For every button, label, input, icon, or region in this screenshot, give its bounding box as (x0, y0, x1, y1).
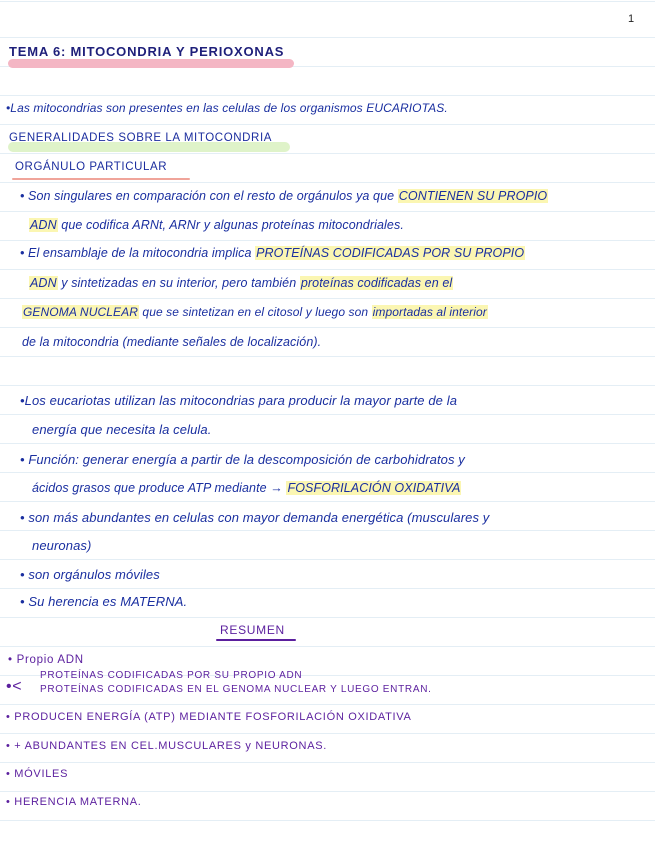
text: que codifica ARNt, ARNr y algunas proteínas mitocondriales. (57, 218, 404, 232)
paragraph-3-line-2: energía que necesita la celula. (32, 422, 212, 437)
highlighted-text: GENOMA NUCLEAR (23, 305, 138, 319)
summary-item-1: • Propio ADN (8, 654, 84, 666)
highlighted-text: PROTEÍNAS CODIFICADAS POR SU PROPIO (256, 246, 525, 260)
page-number: 1 (628, 13, 635, 25)
paragraph-1-line-1 (20, 189, 548, 203)
paragraph-2-line-3 (22, 305, 488, 319)
highlighted-text: FOSFORILACIÓN OXIDATIVA (287, 481, 461, 495)
section-heading-generalidades: GENERALIDADES SOBRE LA MITOCONDRIA (9, 132, 273, 144)
paragraph-4-line-1: • Función: generar energía a partir de la descomposición de carbohidratos y (20, 452, 465, 467)
highlighted-text: ADN (30, 276, 57, 290)
title-highlight (8, 59, 294, 68)
paragraph-3-line-1: •Los eucariotas utilizan las mitocondrias para producir la mayor parte de la (20, 393, 458, 408)
text: ácidos grasos que produce ATP mediante → (32, 481, 287, 495)
paragraph-7: • Su herencia es MATERNA. (20, 594, 188, 609)
text: • Son singulares en comparación con el resto de orgánulos ya que (20, 189, 398, 203)
page-title: TEMA 6: MITOCONDRIA Y PERIOXONAS (9, 44, 285, 59)
summary-item-2a: PROTEÍNAS CODIFICADAS POR SU PROPIO ADN (40, 670, 303, 681)
text: que se sintetizan en el citosol y luego son (138, 305, 372, 319)
paragraph-6: • son orgánulos móviles (20, 567, 160, 582)
summary-item-5: • MÓVILES (6, 768, 69, 780)
summary-item-2b: PROTEÍNAS CODIFICADAS EN EL GENOMA NUCLEAR Y LUEGO ENTRAN. (40, 684, 432, 695)
paragraph-4-line-2 (32, 481, 461, 495)
paragraph-2-line-1 (20, 246, 525, 260)
highlighted-text: proteínas codificadas en el (300, 276, 453, 290)
paragraph-2-line-2 (29, 276, 453, 290)
heading-underline (12, 178, 190, 180)
summary-brace: •< (6, 678, 23, 695)
summary-heading: RESUMEN (220, 623, 285, 637)
highlighted-text: importadas al interior (372, 305, 487, 319)
highlighted-text: CONTIENEN SU PROPIO (398, 189, 548, 203)
text: • El ensamblaje de la mitocondria implica (20, 246, 256, 260)
intro-text: •Las mitocondrias son presentes en las celulas de los organismos EUCARIOTAS. (6, 101, 448, 115)
summary-underline (216, 639, 296, 641)
paragraph-2-line-4: de la mitocondria (mediante señales de localización). (22, 335, 322, 349)
paragraph-5-line-2: neuronas) (32, 538, 92, 553)
highlighted-text: ADN (30, 218, 57, 232)
summary-item-3: • PRODUCEN ENERGÍA (ATP) MEDIANTE FOSFORILACIÓN OXIDATIVA (6, 711, 412, 723)
paragraph-1-line-2 (29, 218, 404, 232)
text: y sintetizadas en su interior, pero también (57, 276, 300, 290)
section-heading-organulo: ORGÁNULO PARTICULAR (15, 161, 168, 173)
paragraph-5-line-1: • son más abundantes en celulas con mayor demanda energética (musculares y (20, 510, 490, 525)
summary-item-6: • HERENCIA MATERNA. (6, 796, 142, 808)
summary-item-4: • + ABUNDANTES EN CEL.MUSCULARES y NEURONAS. (6, 740, 328, 752)
